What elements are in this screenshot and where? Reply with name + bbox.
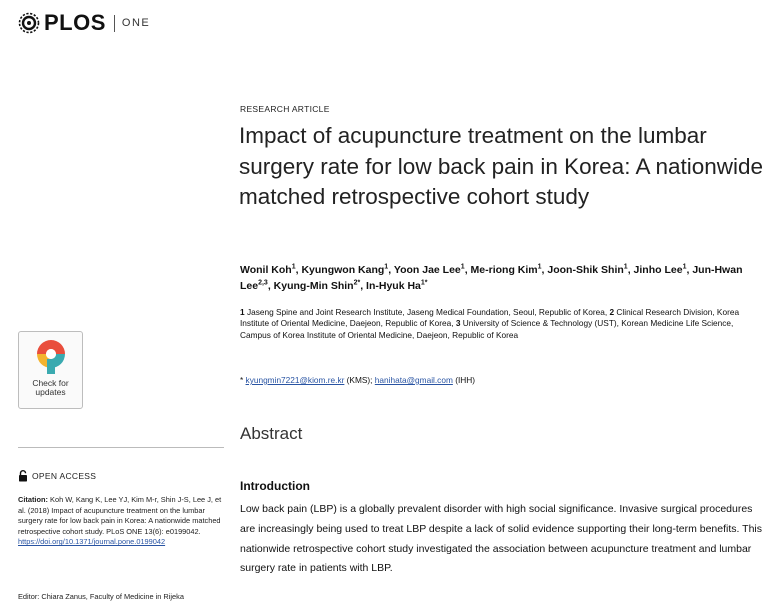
affiliations bbox=[240, 307, 760, 341]
article-type: RESEARCH ARTICLE bbox=[240, 104, 330, 114]
correspondence bbox=[240, 375, 760, 385]
author bbox=[394, 264, 471, 276]
author-affiliation-marker: 1 bbox=[291, 263, 296, 271]
affiliation-text: University of Science & Technology (UST), Korean Medicine Life Science, Campus of Korea Institute of Oriental Medicine, Daejeon, Republic of Korea bbox=[240, 318, 734, 340]
affiliation-text: Jaseng Spine and Joint Research Institute, Jaseng Medical Foundation, Seoul, Republic of Korea, bbox=[246, 307, 608, 317]
author-name: Kyung-Min Shin bbox=[273, 280, 354, 292]
author-affiliation-marker: 1 bbox=[384, 263, 389, 271]
author-affiliation-marker: 1 bbox=[682, 263, 687, 271]
check-for-updates-label: Check for updates bbox=[32, 378, 69, 397]
open-access-label: OPEN ACCESS bbox=[32, 471, 97, 481]
author-name: Wonil Koh bbox=[240, 264, 292, 276]
email-link-ihh[interactable]: hanihata@gmail.com bbox=[374, 375, 453, 385]
sidebar-divider bbox=[18, 447, 224, 448]
citation-text: Koh W, Kang K, Lee YJ, Kim M-r, Shin J-S, Lee J, et al. (2018) Impact of acupuncture treatment on the lumbar surgery rate for low back pain in Korea: A nationwide matched retrospective cohort study. PLoS ONE 13(6): e0199042. bbox=[18, 495, 222, 536]
author-name: In-Hyuk Ha bbox=[366, 280, 421, 292]
author-list bbox=[240, 262, 760, 294]
author-name: Jinho Lee bbox=[633, 264, 683, 276]
author bbox=[301, 264, 393, 276]
doi-link[interactable]: https://doi.org/10.1371/journal.pone.0199042 bbox=[18, 537, 166, 547]
author-separator: , bbox=[360, 280, 367, 292]
author bbox=[366, 280, 427, 292]
plos-circle-icon bbox=[18, 12, 40, 34]
correspondence-who-ihh: (IHH) bbox=[455, 375, 476, 385]
author-separator: , bbox=[541, 264, 548, 276]
editor-line-fragment: Editor: Chiara Zanus, Faculty of Medicine in Rijeka bbox=[18, 592, 184, 601]
open-access-badge bbox=[18, 470, 96, 482]
author bbox=[240, 264, 301, 276]
affiliation-text: Clinical Research Division, Korea Institute of Oriental Medicine, Daejeon, Republic of Korea, bbox=[240, 307, 740, 329]
introduction-text: Low back pain (LBP) is a globally prevalent disorder with high social significance. Invasive surgical procedures are increasingly being used to treat LBP despite a lack of solid evidence supporting their long-term benefits. This nationwide retrospective cohort study investigated the association between acupuncture treatment and lumbar surgery rate in patients with LBP. bbox=[240, 503, 762, 575]
author-affiliation-marker: 1 bbox=[623, 263, 628, 271]
author-name: Kyungwon Kang bbox=[301, 264, 385, 276]
author-affiliation-marker: 2* bbox=[353, 279, 361, 287]
affiliation-number: 1 bbox=[240, 307, 245, 317]
author-separator: , bbox=[267, 280, 274, 292]
crossmark-icon bbox=[34, 338, 68, 376]
author-affiliation-marker: 1* bbox=[420, 279, 428, 287]
logo-wordmark: PLOS bbox=[44, 10, 106, 35]
author-name: Me-riong Kim bbox=[470, 264, 538, 276]
author bbox=[274, 280, 366, 292]
email-link-kms[interactable]: kyungmin7221@kiom.re.kr bbox=[245, 375, 345, 385]
author-separator: , bbox=[464, 264, 471, 276]
abstract-heading: Abstract bbox=[240, 424, 303, 443]
affiliation bbox=[240, 307, 607, 317]
author-affiliation-marker: 1 bbox=[460, 263, 465, 271]
author-affiliation-marker: 1 bbox=[537, 263, 542, 271]
plos-logo[interactable] bbox=[18, 10, 150, 36]
author bbox=[634, 264, 693, 276]
author-separator: , bbox=[627, 264, 634, 276]
correspondence-marker: * bbox=[240, 375, 244, 385]
author-name: Jun-Hwan Lee bbox=[240, 264, 743, 292]
author-separator: , bbox=[295, 264, 302, 276]
affiliation-number: 2 bbox=[609, 307, 615, 317]
logo-divider bbox=[114, 15, 115, 32]
correspondence-who-kms: (KMS); bbox=[346, 375, 373, 385]
author-affiliation-marker: 2,3 bbox=[258, 279, 268, 287]
affiliation-number: 3 bbox=[455, 318, 461, 329]
citation-block bbox=[18, 495, 225, 548]
open-lock-icon bbox=[18, 470, 28, 482]
author-name: Joon-Shik Shin bbox=[547, 264, 624, 276]
check-for-updates-button[interactable] bbox=[18, 331, 83, 409]
citation-label: Citation: bbox=[18, 495, 48, 504]
author bbox=[471, 264, 548, 276]
journal-name: ONE bbox=[121, 17, 151, 29]
author bbox=[547, 264, 633, 276]
introduction-heading: Introduction bbox=[240, 479, 310, 493]
article-title: Impact of acupuncture treatment on the lumbar surgery rate for low back pain in Korea: A nationwide matched retrospective cohort study bbox=[239, 123, 764, 209]
author-name: Yoon Jae Lee bbox=[393, 264, 461, 276]
author-separator: , bbox=[388, 264, 394, 276]
author-separator: , bbox=[686, 264, 693, 276]
